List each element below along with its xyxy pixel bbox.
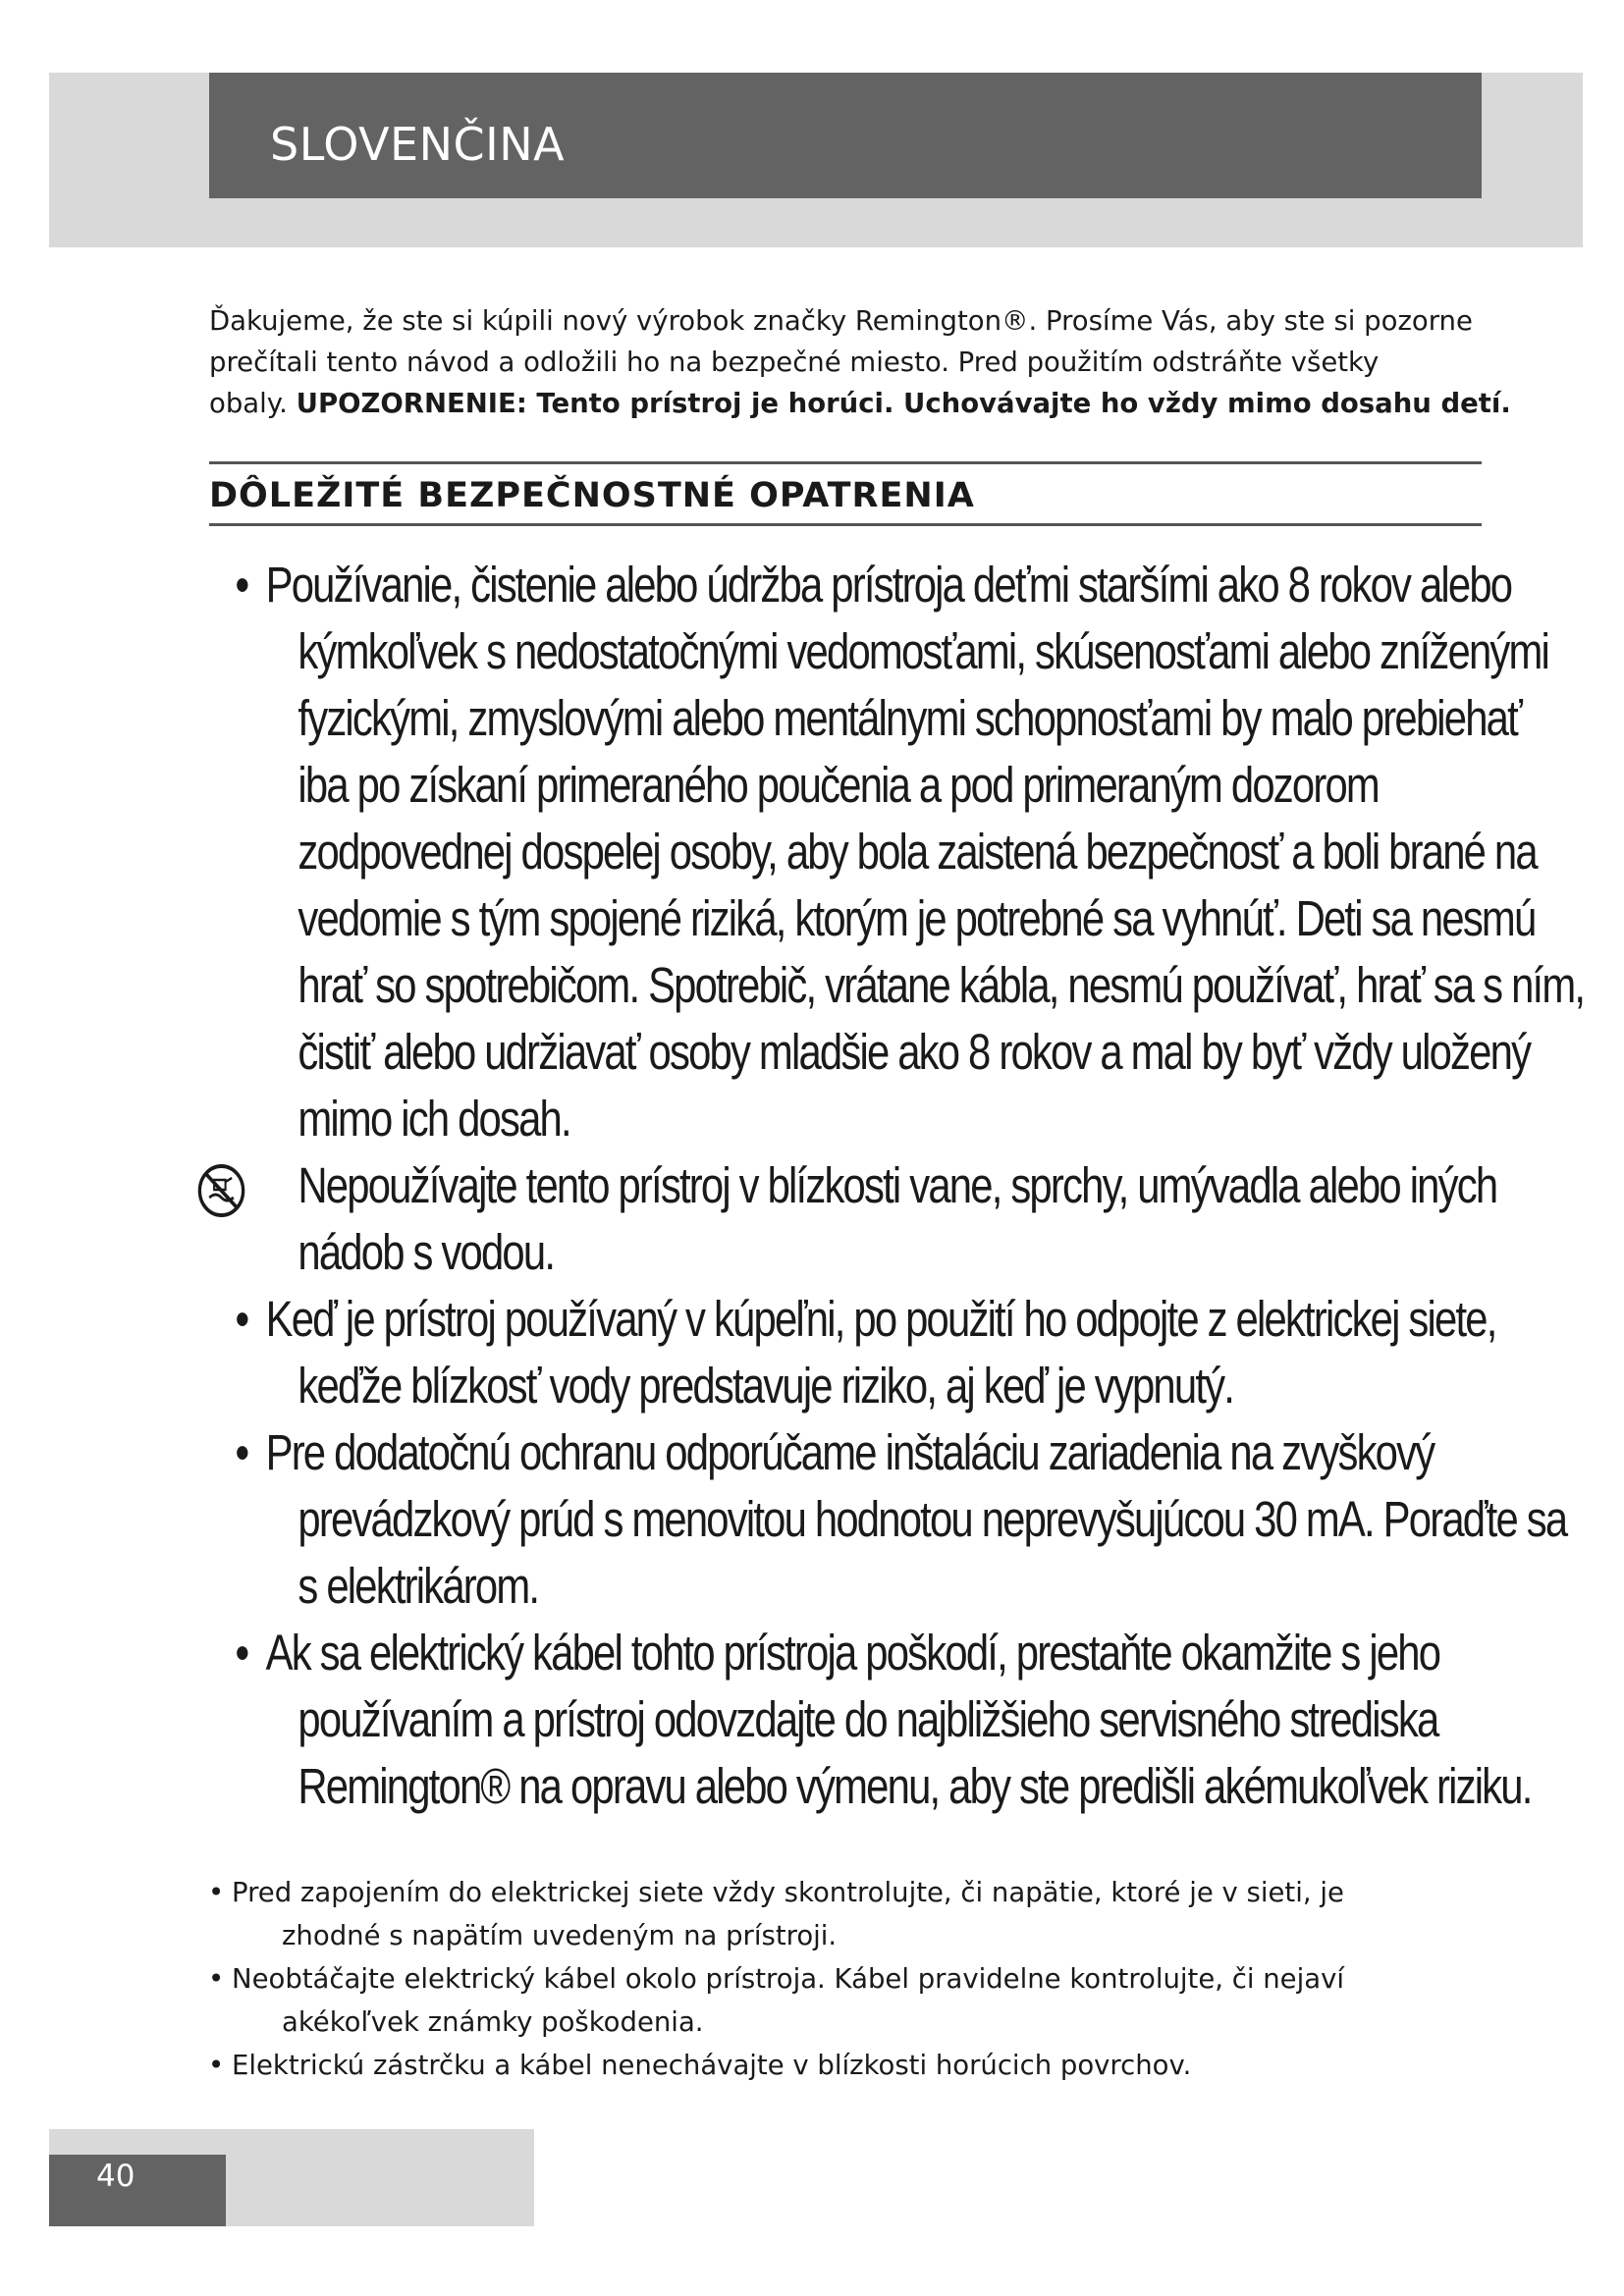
item-text: Ak sa elektrický kábel tohto prístroja poškodí, prestaňte okamžite s jeho [265,1625,1440,1681]
intro-text: obaly. [209,388,297,419]
list-item [201,1152,1497,1286]
divider [209,461,1482,464]
item-text: Neobtáčajte elektrický kábel okolo prístroja. Kábel pravidelne kontrolujte, či nejaví [232,1963,1344,1995]
divider [209,523,1482,526]
bullet: • [235,1424,248,1480]
item-text: hrať so spotrebičom. Spotrebič, vrátane kábla, nesmú používať, hrať sa s ním, [298,957,1585,1013]
item-text: keďže blízkosť vody predstavuje riziko, aj keď je vypnutý. [298,1358,1234,1414]
list-item [208,1957,1504,2001]
item-text: kýmkoľvek s nedostatočnými vedomosťami, skúsenosťami alebo zníženými [298,623,1549,679]
item-text: Elektrickú zástrčku a kábel nenechávajte v blízkosti horúcich povrchov. [232,2050,1192,2081]
list-item [201,1419,1567,1620]
intro-paragraph [209,300,1511,424]
item-text: zodpovednej dospelej osoby, aby bola zaistená bezpečnosť a boli brané na [298,824,1537,880]
list-item [208,2044,1504,2087]
bullet: • [235,557,248,613]
bullet: • [208,1963,225,1995]
list-item [201,1620,1532,1820]
list-item [201,1286,1497,1419]
item-text: s elektrikárom. [298,1558,539,1614]
list-item [208,1871,1504,1914]
item-text: zhodné s napätím uvedeným na prístroji. [282,1920,838,1951]
item-text: iba po získaní primeraného poučenia a pod primeraným dozorom [298,757,1379,813]
item-text: prevádzkový prúd s menovitou hodnotou neprevyšujúcou 30 mA. Poraďte sa [298,1491,1567,1547]
footer-tab [49,2155,226,2226]
item-text: Pred zapojením do elektrickej siete vždy skontrolujte, či napätie, ktoré je v sieti, je [232,1877,1344,1908]
item-text: mimo ich dosah. [298,1091,570,1147]
bullet: • [208,2050,225,2081]
list-item [201,552,1585,1152]
item-text: Používanie, čistenie alebo údržba prístroja deťmi staršími ako 8 rokov alebo [265,557,1512,613]
item-text: používaním a prístroj odovzdajte do najbližšieho servisného strediska [298,1691,1438,1747]
section-title: DÔLEŽITÉ BEZPEČNOSTNÉ OPATRENIA [209,476,975,515]
item-text: vedomie s tým spojené riziká, ktorým je potrebné sa vyhnúť. Deti sa nesmú [298,890,1536,946]
intro-line [209,383,1511,424]
item-text: Pre dodatočnú ochranu odporúčame inštaláciu zariadenia na zvyškový [265,1424,1435,1480]
page-number: 40 [96,2159,135,2194]
intro-line: prečítali tento návod a odložili ho na bezpečné miesto. Pred použitím odstráňte všetky [209,347,1380,378]
item-text: akékoľvek známky poškodenia. [282,2006,704,2038]
item-text: Keď je prístroj používaný v kúpeľni, po použití ho odpojte z elektrickej siete, [265,1291,1496,1347]
intro-line: Ďakujeme, že ste si kúpili nový výrobok značky Remington®. Prosíme Vás, aby ste si pozorne [209,305,1473,337]
safety-list [201,552,1585,1820]
item-text: Nepoužívajte tento prístroj v blízkosti vane, sprchy, umývadla alebo iných [298,1157,1497,1213]
page-title: SLOVENČINA [270,118,566,171]
secondary-list [208,1871,1504,2087]
warning-text: UPOZORNENIE: Tento prístroj je horúci. Uchovávajte ho vždy mimo dosahu detí. [296,388,1511,419]
no-water-warning-icon [196,1162,246,1219]
item-text: fyzickými, zmyslovými alebo mentálnymi schopnosťami by malo prebiehať [298,690,1522,746]
bullet: • [235,1291,248,1347]
item-text: čistiť alebo udržiavať osoby mladšie ako 8 rokov a mal by byť vždy uložený [298,1024,1531,1080]
item-text: nádob s vodou. [298,1224,555,1280]
bullet: • [208,1877,225,1908]
bullet: • [235,1625,248,1681]
item-text: Remington® na opravu alebo výmenu, aby ste predišli akémukoľvek riziku. [298,1758,1532,1814]
